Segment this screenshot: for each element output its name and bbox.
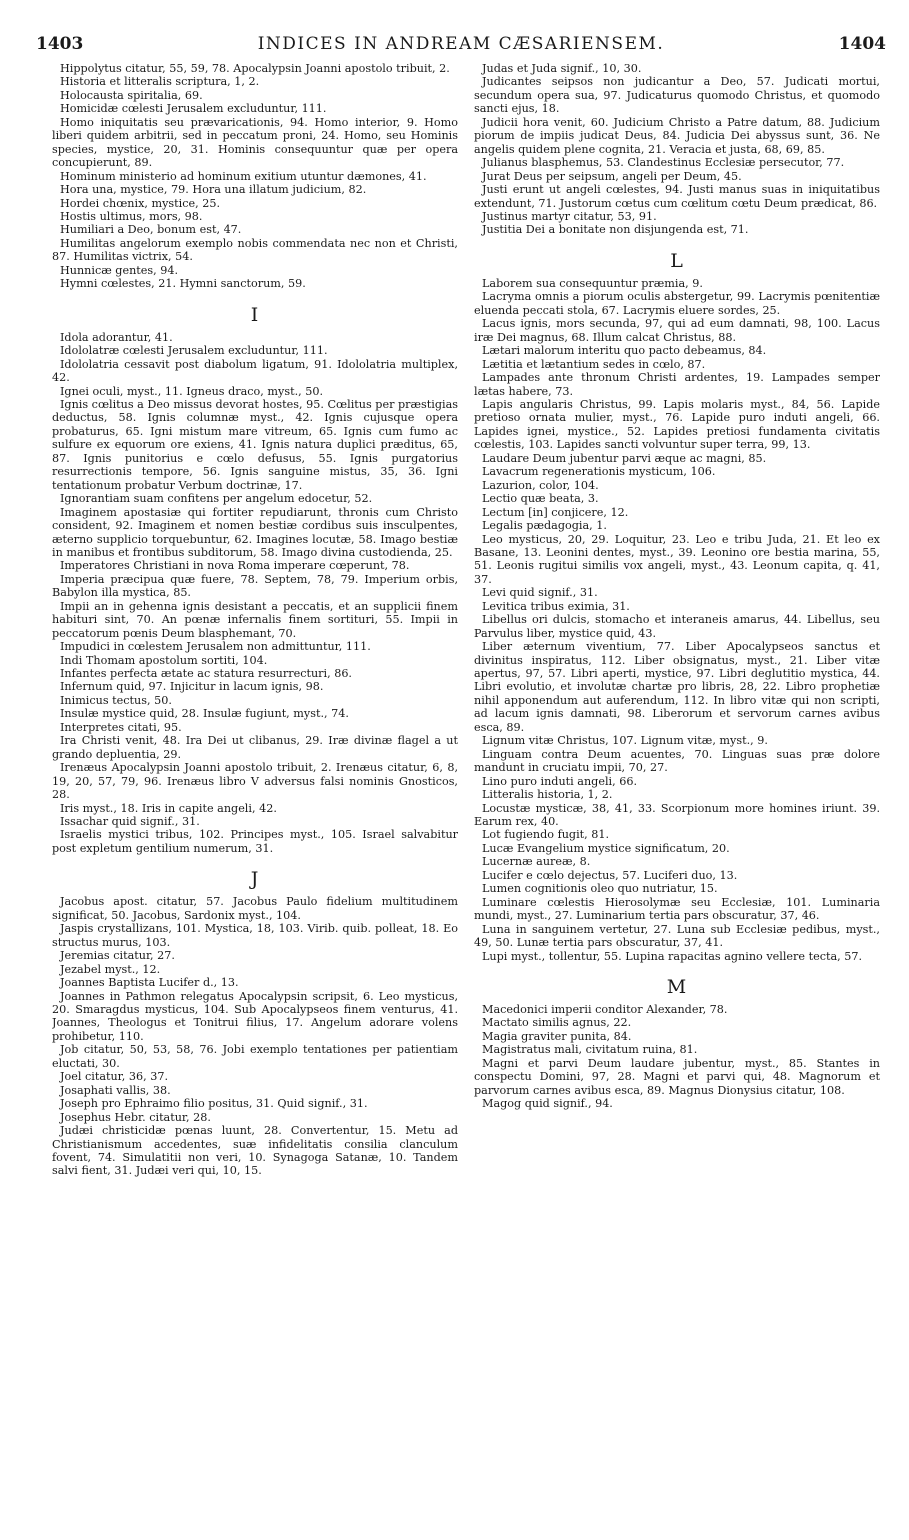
index-entry: Lumen cognitionis oleo quo nutriatur, 15. xyxy=(482,882,718,896)
index-entry: Issachar quid signif., 31. xyxy=(60,815,200,829)
index-entry: Israelis mystici tribus, 102. Principes myst., 105. Israel salvabitur post expletum gentilium numerum, 31. xyxy=(52,828,458,855)
section-letter: L xyxy=(670,249,684,272)
index-entry: Lætitia et lætantium sedes in cœlo, 87. xyxy=(482,357,706,371)
index-entry: Hora una, mystice, 79. Hora una illatum judicium, 82. xyxy=(60,183,367,197)
section-letter: M xyxy=(666,976,688,998)
index-entry: Lectio quæ beata, 3. xyxy=(482,492,599,506)
index-entry: Libellus ori dulcis, stomacho et interaneis amarus, 44. Libellus, seu Parvulus liber, mystice quid, 43. xyxy=(474,613,880,640)
section-letter: I xyxy=(250,303,260,326)
index-entry: Legalis pædagogia, 1. xyxy=(482,519,607,533)
index-entry: Macedonici imperii conditor Alexander, 78. xyxy=(482,1003,728,1016)
page-number-left: 1403 xyxy=(36,34,84,54)
index-entry: Lupi myst., tollentur, 55. Lupina rapacitas agnino vellere tecta, 57. xyxy=(482,949,863,963)
index-entry: Lacryma omnis a piorum oculis abstergetur, 99. Lacrymis pœnitentiæ eluenda peccati stola, 67. Lacrymis eluere sordes, 25. xyxy=(474,290,880,317)
index-entry: Lucifer e cœlo dejectus, 57. Luciferi duo, 13. xyxy=(482,868,738,882)
index-entry: Idola adorantur, 41. xyxy=(60,330,173,344)
index-entry: Laborem sua consequuntur præmia, 9. xyxy=(482,276,703,290)
index-entry: Lacus ignis, mors secunda, 97, qui ad eum damnati, 98, 100. Lacus iræ Dei magnus, 68. Illum calcat Christus, 88. xyxy=(474,317,880,344)
index-entry: Judicantes seipsos non judicantur a Deo, 57. Judicati mortui, secundum opera sua, 97. Judicaturus quomodo Christus, et quomodo sancti ejus, 18. xyxy=(474,75,880,116)
index-entry: Judas et Juda signif., 10, 30. xyxy=(482,62,642,75)
index-entry: Luminare cœlestis Hierosolymæ seu Ecclesiæ, 101. Luminaria mundi, myst., 27. Luminarium tertia pars obscuratur, 37, 46. xyxy=(474,895,880,923)
index-entry: Imaginem apostasiæ qui fortiter repudiarunt, thronis cum Christo consident, 92. Imaginem et nomen bestiæ cordibus suis insculpentes, æterno supplicio torquebuntur, 62. Imagines locutæ, 58. Imago bestiæ in manibus et frontibus subditorum, 58. Imago divina custodienda, 25. xyxy=(52,505,458,559)
index-entry: Lot fugiendo fugit, 81. xyxy=(482,828,610,842)
index-entry: Idololatria cessavit post diabolum ligatum, 91. Idololatria multiplex, 42. xyxy=(52,357,458,385)
index-entry: Jacobus apost. citatur, 57. Jacobus Paulo fidelium multitudinem significat, 50. Jacobus, Sardonix myst., 104. xyxy=(52,895,458,922)
index-entry: Joannes Baptista Lucifer d., 13. xyxy=(60,976,239,990)
page-header xyxy=(36,34,886,58)
index-entry: Humiliari a Deo, bonum est, 47. xyxy=(60,223,242,237)
index-entry: Jezabel myst., 12. xyxy=(60,962,161,976)
index-entry: Homicidæ cœlesti Jerusalem excluduntur, 111. xyxy=(60,102,327,116)
index-entry: Magni et parvi Deum laudare jubentur, myst., 85. Stantes in conspectu Domini, 97, 28. Magni et parvi qui, 48. Magnorum et parvorum carnes avibus esca, 89. Magnus Dionysius citatur, 108. xyxy=(474,1056,880,1097)
index-entry: Litteralis historia, 1, 2. xyxy=(482,788,613,802)
index-entry: Impudici in cœlestem Jerusalem non admittuntur, 111. xyxy=(60,640,371,654)
index-entry: Hymni cœlestes, 21. Hymni sanctorum, 59. xyxy=(60,277,306,291)
index-entry: Lino puro induti angeli, 66. xyxy=(482,774,638,788)
index-entry: Idololatræ cœlesti Jerusalem excluduntur, 111. xyxy=(60,344,328,358)
index-entry: Lignum vitæ Christus, 107. Lignum vitæ, myst., 9. xyxy=(482,734,768,748)
index-entry: Insulæ mystice quid, 28. Insulæ fugiunt, myst., 74. xyxy=(60,707,349,721)
index-entry: Luna in sanguinem vertetur, 27. Luna sub Ecclesiæ pedibus, myst., 49, 50. Lunæ tertia pars obscuratur, 37, 41. xyxy=(474,922,880,950)
index-entry: Joseph pro Ephraimo filio positus, 31. Quid signif., 31. xyxy=(60,1097,368,1111)
index-entry: Infernum quid, 97. Injicitur in lacum ignis, 98. xyxy=(60,680,324,694)
index-entry: Justinus martyr citatur, 53, 91. xyxy=(482,209,657,223)
index-entry: Irenæus Apocalypsin Joanni apostolo tribuit, 2. Irenæus citatur, 6, 8, 19, 20, 57, 79, 96. Irenæus libro V adversus falsi nominis Gnosticos, 28. xyxy=(52,761,458,802)
index-entry: Levitica tribus eximia, 31. xyxy=(482,599,630,613)
index-entry: Ignorantiam suam confitens per angelum edocetur, 52. xyxy=(60,492,373,506)
section-letter: J xyxy=(250,868,260,891)
index-entry: Linguam contra Deum acuentes, 70. Linguas suas præ dolore mandunt in cruciatu impii, 70, 27. xyxy=(474,747,880,775)
index-entry: Joel citatur, 36, 37. xyxy=(60,1070,169,1084)
index-entry: Interpretes citati, 95. xyxy=(60,720,182,734)
index-entry: Lazurion, color, 104. xyxy=(482,478,599,492)
index-entry: Hippolytus citatur, 55, 59, 78. Apocalypsin Joanni apostolo tribuit, 2. xyxy=(60,62,450,75)
index-entry: Justitia Dei a bonitate non disjungenda est, 71. xyxy=(482,223,749,237)
right-column xyxy=(474,62,880,1524)
index-entry: Lavacrum regenerationis mysticum, 106. xyxy=(482,465,716,479)
index-entry: Indi Thomam apostolum sortiti, 104. xyxy=(60,653,268,667)
index-entry: Hordei chœnix, mystice, 25. xyxy=(60,196,221,210)
index-entry: Justi erunt ut angeli cœlestes, 94. Justi manus suas in iniquitatibus extendunt, 71. Justorum cœtus cum cœlitum cœtu Deum prædicat, 86. xyxy=(474,183,880,210)
index-entry: Job citatur, 50, 53, 58, 76. Jobi exemplo tentationes per patientiam eluctati, 30. xyxy=(52,1043,458,1070)
index-entry: Judæi christicidæ pœnas luunt, 28. Convertentur, 15. Metu ad Christianismum accedentes, suæ infidelitatis consilia clanculum fovent, 74. Simulatitii non veri, 10. Synagoga Satanæ, 10. Tandem salvi fient, 31. Judæi veri qui, 10, 15. xyxy=(52,1124,458,1178)
index-entry: Locustæ mysticæ, 38, 41, 33. Scorpionum more homines iriunt. 39. Earum rex, 40. xyxy=(474,801,880,829)
index-entry: Lectum [in] conjicere, 12. xyxy=(482,505,629,519)
page-number-right: 1404 xyxy=(838,34,886,54)
index-entry: Iris myst., 18. Iris in capite angeli, 42. xyxy=(60,801,277,815)
index-entry: Imperia præcipua quæ fuere, 78. Septem, 78, 79. Imperium orbis, Babylon illa mystica, 85. xyxy=(52,572,458,600)
index-entry: Hunnicæ gentes, 94. xyxy=(60,263,179,277)
index-entry: Impii an in gehenna ignis desistant a peccatis, et an supplicii finem habituri sint, 70. An pœnæ infernalis finem sortituri, 55. Impii in peccatorum pœnis Deum blasphemant, 70. xyxy=(52,599,458,640)
index-entry: Ignei oculi, myst., 11. Igneus draco, myst., 50. xyxy=(60,384,324,398)
index-entry: Josaphati vallis, 38. xyxy=(60,1083,171,1097)
running-title: INDICES IN ANDREAM CÆSARIENSEM. xyxy=(257,34,665,54)
index-entry: Ira Christi venit, 48. Ira Dei ut clibanus, 29. Iræ divinæ flagel a ut grando depluentia, 29. xyxy=(52,734,458,761)
index-entry: Liber æternum viventium, 77. Liber Apocalypseos sanctus et divinitus inspiratus, 112. Liber obsignatus, myst., 21. Liber vitæ apertus, 97, 57. Libri aperti, mystice, 97. Libri deglutitio mystica, 44. Libri evolutio, et involutæ chartæ pro libris, 28, 22. Libro prophetiæ nihil apponendum aut auferendum, 112. In libro vitæ qui non scripti, ad lacum ignis damnati, 98. Liberorum et servorum carnes avibus esca, 89. xyxy=(474,640,880,734)
index-entry: Jurat Deus per seipsum, angeli per Deum, 45. xyxy=(482,169,742,183)
index-entry: Lampades ante thronum Christi ardentes, 19. Lampades semper lætas habere, 73. xyxy=(474,371,880,398)
index-entry: Leo mysticus, 20, 29. Loquitur, 23. Leo e tribu Juda, 21. Et leo ex Basane, 13. Leonini dentes, myst., 39. Leonino ore bestia marina, 55, 51. Leonis rugitui similis vox angeli, myst., 43. Leonum capita, q. 41, 37. xyxy=(474,532,880,586)
index-entry: Hominum ministerio ad hominum exitium utuntur dæmones, 41. xyxy=(60,169,427,183)
index-entry: Ignis cœlitus a Deo missus devorat hostes, 95. Cœlitus per præstigias deductus, 58. Ignis columnæ myst., 42. Ignis cujusque opera probaturus, 65. Igni mistum mare vitreum, 65. Ignis cum fumo ac sulfure ex equorum ore exiens, 41. Ignis natura duplici præditus, 65, 87. Ignis punitorius e cœlo defusus, 55. Ignis purgatorius resurrectionis tempore, 56. Ignis sanguine mistus, 35, 36. Igni tentationum probatur Verbum doctrinæ, 17. xyxy=(52,397,458,492)
index-entry: Homo iniquitatis seu prævaricationis, 94. Homo interior, 9. Homo liberi quidem arbitrii, sed in peccatum proni, 24. Homo, seu Hominis species, mystice, 20, 31. Hominis consequuntur quæ per opera concupierunt, 89. xyxy=(52,115,458,170)
index-entry: Holocausta spiritalia, 69. xyxy=(60,88,203,102)
index-entry: Inimicus tectus, 50. xyxy=(60,693,172,707)
index-entry: Laudare Deum jubentur parvi æque ac magni, 85. xyxy=(482,451,767,465)
index-entry: Lucernæ aureæ, 8. xyxy=(482,855,591,869)
index-entry: Imperatores Christiani in nova Roma imperare cœperunt, 78. xyxy=(60,559,410,573)
index-entry: Humilitas angelorum exemplo nobis commendata nec non et Christi, 87. Humilitas victrix, 54. xyxy=(52,236,458,264)
index-entry: Joannes in Pathmon relegatus Apocalypsin scripsit, 6. Leo mysticus, 20. Smaragdus mysticus, 104. Sub Apocalypseos finem venturus, 41. Joannes, Theologus et Tonitrui filius, 17. Angelum adorare volens prohibetur, 110. xyxy=(52,989,458,1043)
index-entry: Infantes perfecta ætate ac statura resurrecturi, 86. xyxy=(60,667,352,681)
index-entry: Magistratus mali, civitatum ruina, 81. xyxy=(482,1043,698,1057)
index-entry: Julianus blasphemus, 53. Clandestinus Ecclesiæ persecutor, 77. xyxy=(482,156,845,170)
index-entry: Lætari malorum interitu quo pacto debeamus, 84. xyxy=(482,344,767,358)
index-entry: Hostis ultimus, mors, 98. xyxy=(60,209,203,223)
index-entry: Lucæ Evangelium mystice significatum, 20. xyxy=(482,841,730,855)
index-entry: Magog quid signif., 94. xyxy=(482,1097,613,1111)
index-entry: Levi quid signif., 31. xyxy=(482,586,598,600)
index-entry: Josephus Hebr. citatur, 28. xyxy=(60,1110,211,1124)
index-entry: Historia et litteralis scriptura, 1, 2. xyxy=(60,75,260,89)
index-entry: Judicii hora venit, 60. Judicium Christo a Patre datum, 88. Judicium piorum de impiis judicat Deus, 84. Judicia Dei abyssus sunt, 36. Ne angelis quidem plene cognita, 21. Veracia et justa, 68, 69, 85. xyxy=(474,115,880,156)
index-entry: Jaspis crystallizans, 101. Mystica, 18, 103. Virib. quib. polleat, 18. Eo structus murus, 103. xyxy=(52,922,458,949)
index-entry: Mactato similis agnus, 22. xyxy=(482,1016,632,1030)
index-entry: Lapis angularis Christus, 99. Lapis molaris myst., 84, 56. Lapide pretioso ornata mulier, myst., 76. Lapide puro induti angeli, 66. Lapides ignei, mystice., 52. Lapides pretiosi fundamenta civitatis cœlestis, 103. Lapides sancti volvuntur super terra, 99, 13. xyxy=(474,397,880,452)
index-entry: Jeremias citatur, 27. xyxy=(60,949,175,963)
index-entry: Magia graviter punita, 84. xyxy=(482,1029,632,1043)
left-column xyxy=(52,62,458,1524)
